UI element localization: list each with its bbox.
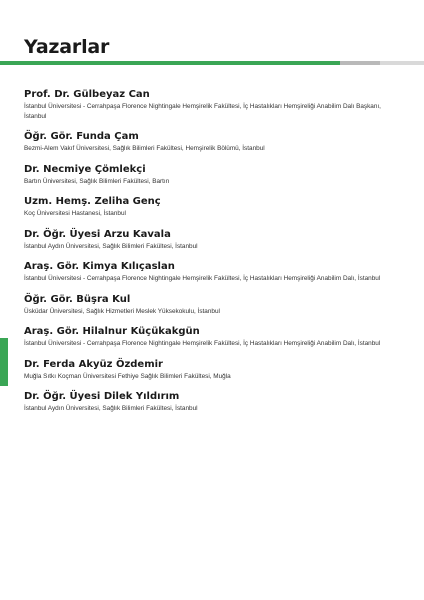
side-tab-marker	[0, 338, 8, 386]
author-affiliation: İstanbul Üniversitesi - Cerrahpaşa Florence Nightingale Hemşirelik Fakültesi, İç Hastalıkları Hemşireliği Anabilim Dalı, İstanbul	[24, 340, 381, 347]
author-entry	[24, 88, 404, 121]
author-list	[24, 88, 404, 423]
author-entry	[24, 195, 404, 219]
title-divider	[0, 61, 424, 65]
author-entry	[24, 163, 404, 187]
author-name: Uzm. Hemş. Zeliha Genç	[24, 196, 161, 207]
author-affiliation: Koç Üniversitesi Hastanesi, İstanbul	[24, 210, 126, 217]
author-name: Araş. Gör. Hilalnur Küçükakgün	[24, 326, 200, 337]
author-name: Dr. Ferda Akyüz Özdemir	[24, 358, 163, 370]
divider-gray-segment	[340, 61, 380, 65]
author-name: Dr. Necmiye Çömlekçi	[24, 163, 146, 175]
author-name: Öğr. Gör. Büşra Kul	[24, 293, 131, 305]
author-name: Öğr. Gör. Funda Çam	[24, 131, 139, 142]
author-entry	[24, 358, 404, 382]
author-affiliation: Bezmi-Alem Vakıf Üniversitesi, Sağlık Bilimleri Fakültesi, Hemşirelik Bölümü, İstanbul	[24, 145, 265, 152]
author-affiliation: İstanbul Aydın Üniversitesi, Sağlık Bilimleri Fakültesi, İstanbul	[24, 242, 198, 250]
page-title: Yazarlar	[24, 36, 110, 58]
author-name: Araş. Gör. Kimya Kılıçaslan	[24, 261, 175, 272]
author-affiliation: Muğla Sıtkı Koçman Üniversitesi Fethiye Sağlık Bilimleri Fakültesi, Muğla	[24, 372, 231, 380]
author-entry	[24, 390, 404, 414]
author-name: Dr. Öğr. Üyesi Arzu Kavala	[24, 228, 171, 240]
author-entry	[24, 228, 404, 252]
author-entry	[24, 325, 404, 349]
author-affiliation: İstanbul Üniversitesi - Cerrahpaşa Florence Nightingale Hemşirelik Fakültesi, İç Hastalıkları Hemşireliği Anabilim Dalı Başkanı, İstanbul	[24, 103, 381, 120]
author-affiliation: Bartın Üniversitesi, Sağlık Bilimleri Fakültesi, Bartın	[24, 177, 170, 185]
author-entry	[24, 130, 404, 154]
author-affiliation: Üsküdar Üniversitesi, Sağlık Hizmetleri Meslek Yüksekokulu, İstanbul	[24, 307, 220, 315]
author-affiliation: İstanbul Üniversitesi - Cerrahpaşa Florence Nightingale Hemşirelik Fakültesi, İç Hastalıkları Hemşireliği Anabilim Dalı, İstanbul	[24, 275, 381, 282]
author-name: Prof. Dr. Gülbeyaz Can	[24, 89, 150, 100]
author-name: Dr. Öğr. Üyesi Dilek Yıldırım	[24, 391, 180, 402]
author-entry	[24, 293, 404, 317]
author-entry	[24, 260, 404, 284]
divider-light-gray-segment	[380, 61, 424, 65]
divider-green-segment	[0, 61, 340, 65]
author-affiliation: İstanbul Aydın Üniversitesi, Sağlık Bilimleri Fakültesi, İstanbul	[24, 405, 198, 412]
